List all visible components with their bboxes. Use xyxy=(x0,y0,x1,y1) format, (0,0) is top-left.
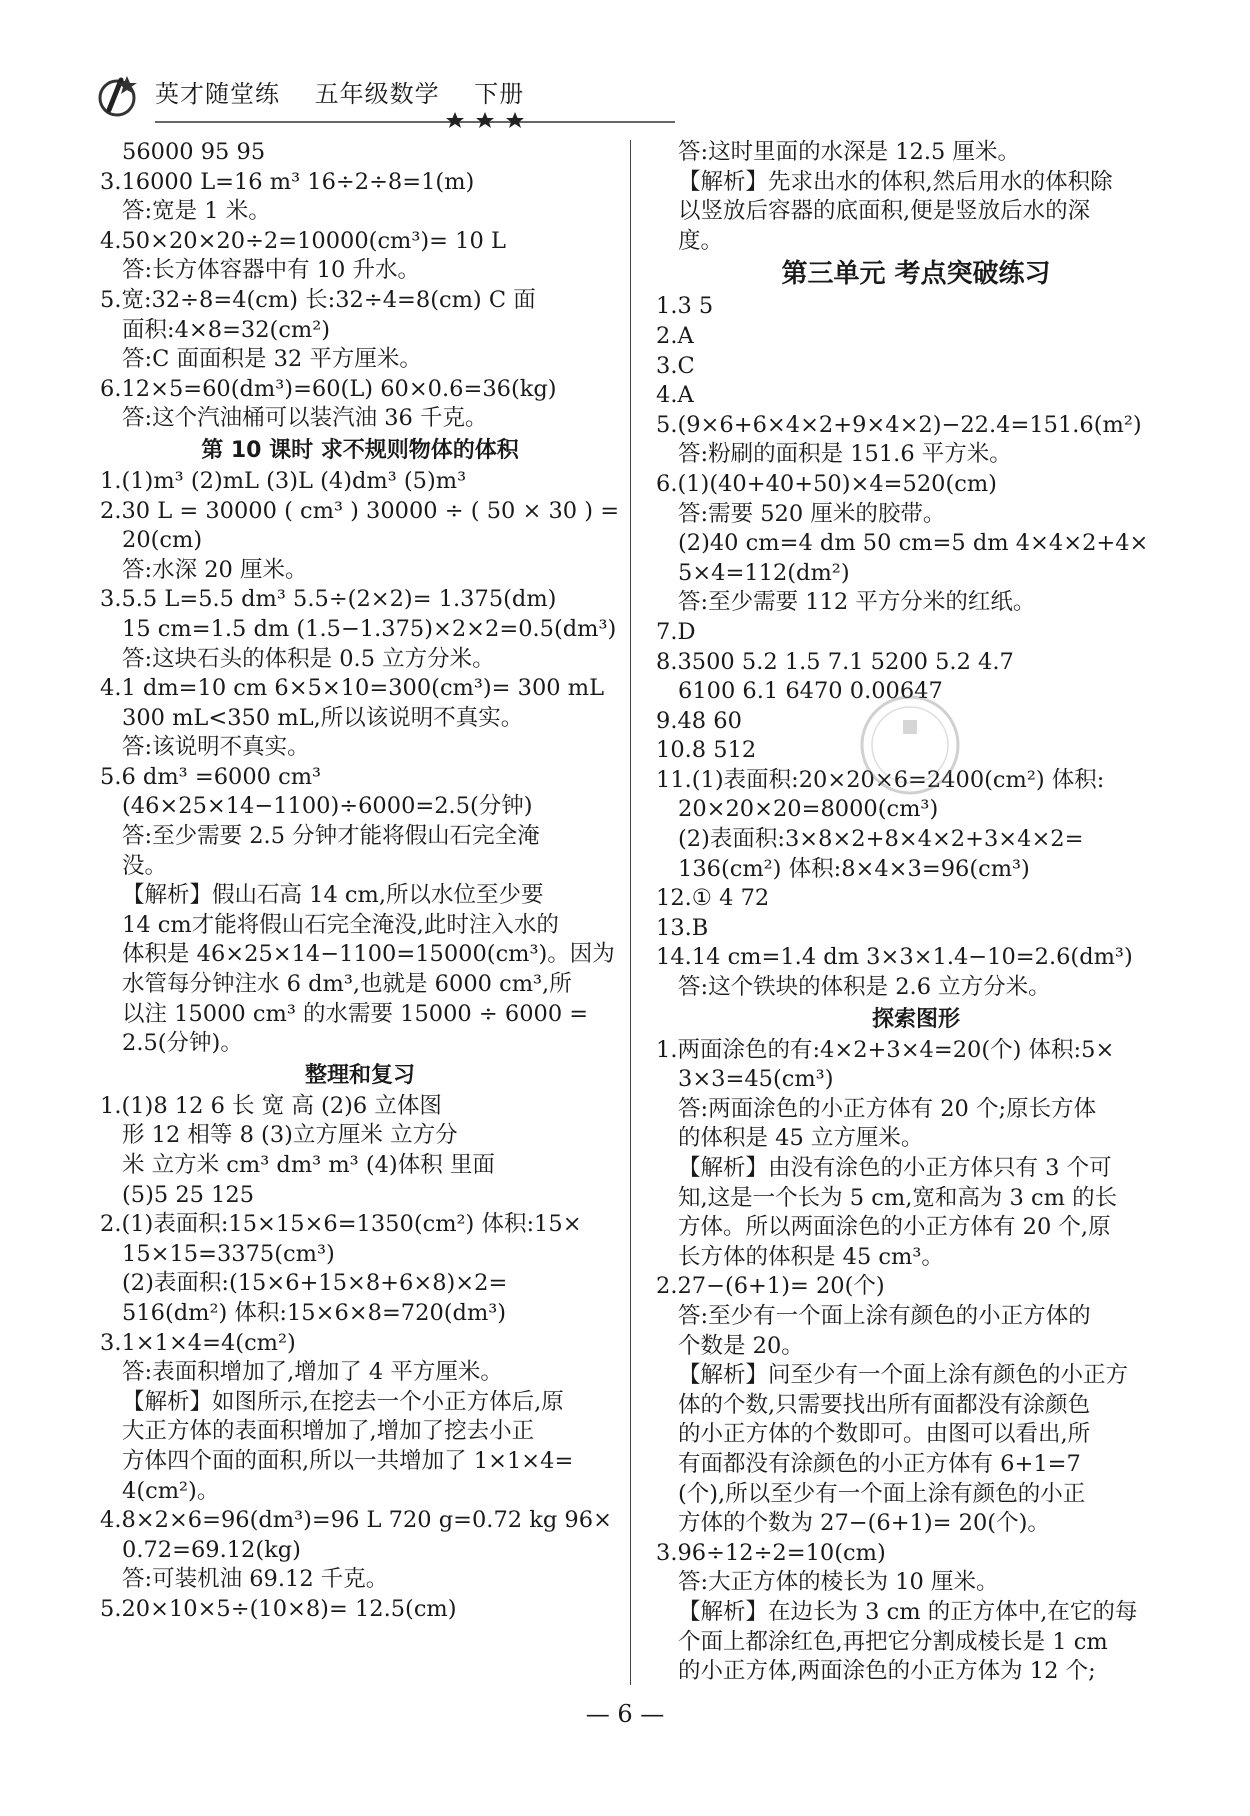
answer-line: 答:粉刷的面积是 151.6 平方米。 xyxy=(678,441,1012,468)
answer-line: 1.(1)8 12 6 长 宽 高 (2)6 立体图 xyxy=(100,1092,442,1119)
answer-line: 方体四个面的面积,所以一共增加了 1×1×4= xyxy=(122,1447,574,1474)
answer-line: 8.3500 5.2 1.5 7.1 5200 5.2 4.7 xyxy=(656,648,1014,675)
answer-line: 【解析】在边长为 3 cm 的正方体中,在它的每 xyxy=(678,1598,1138,1625)
answer-line: 答:这时里面的水深是 12.5 厘米。 xyxy=(678,139,1020,165)
answer-line: 答:这个汽油桶可以装汽油 36 千克。 xyxy=(122,405,488,432)
answer-line: 3.96÷12÷2=10(cm) xyxy=(656,1539,886,1566)
left-column xyxy=(100,138,620,1625)
answer-line: 答:可装机油 69.12 千克。 xyxy=(122,1566,389,1593)
answer-line: 的小正方体,两面涂色的小正方体为 12 个; xyxy=(678,1658,1096,1685)
header-brand: 英才随堂练 xyxy=(155,80,280,108)
answer-line: 2.5(分钟)。 xyxy=(122,1030,243,1057)
answer-line: 答:水深 20 厘米。 xyxy=(122,556,308,583)
answer-line: 6.12×5=60(dm³)=60(L) 60×0.6=36(kg) xyxy=(100,375,557,402)
answer-line: 6100 6.1 6470 0.00647 xyxy=(678,678,943,705)
answer-line: 答:至少需要 112 平方分米的红纸。 xyxy=(678,589,1036,616)
answer-line: 0.72=69.12(kg) xyxy=(122,1536,301,1563)
answer-line: 【解析】由没有涂色的小正方体只有 3 个可 xyxy=(678,1155,1112,1181)
answer-line: 个数是 20。 xyxy=(678,1332,804,1359)
answer-line: 形 12 相等 8 (3)立方厘米 立方分 xyxy=(122,1122,458,1149)
header-title xyxy=(155,74,550,109)
answer-line: 答:需要 520 厘米的胶带。 xyxy=(678,500,946,527)
answer-line: 56000 95 95 xyxy=(122,139,266,165)
section-heading: 第三单元 考点突破练习 xyxy=(781,259,1051,290)
answer-line: 方体。所以两面涂色的小正方体有 20 个,原 xyxy=(678,1214,1111,1241)
section-heading: 整理和复习 xyxy=(304,1062,415,1088)
answer-line: (2)表面积:(15×6+15×8+6×8)×2= xyxy=(122,1270,508,1297)
answer-line: 答:两面涂色的小正方体有 20 个;原长方体 xyxy=(678,1095,1097,1122)
answer-line: 300 mL<350 mL,所以该说明不真实。 xyxy=(122,704,524,731)
answer-line: 答:长方体容器中有 10 升水。 xyxy=(122,257,421,284)
answer-line: (2)40 cm=4 dm 50 cm=5 dm 4×4×2+4× xyxy=(678,530,1149,557)
answer-line: (个),所以至少有一个面上涂有颜色的小正 xyxy=(678,1480,1086,1507)
logo-icon xyxy=(95,70,147,122)
answer-line: 3.5.5 L=5.5 dm³ 5.5÷(2×2)= 1.375(dm) xyxy=(100,586,557,613)
answer-line: 4.8×2×6=96(dm³)=96 L 720 g=0.72 kg 96× xyxy=(100,1507,612,1534)
answer-line: 4.50×20×20÷2=10000(cm³)= 10 L xyxy=(100,227,506,254)
answer-line: 答:大正方体的棱长为 10 厘米。 xyxy=(678,1569,999,1596)
stamp-seal xyxy=(855,690,965,800)
section-heading: 第 10 课时 求不规则物体的体积 xyxy=(201,437,519,463)
answer-line: 15 cm=1.5 dm (1.5−1.375)×2×2=0.5(dm³) xyxy=(122,615,617,642)
answer-line: 答:这个铁块的体积是 2.6 立方分米。 xyxy=(678,974,1051,1001)
answer-line: 7.D xyxy=(656,618,696,645)
answer-line: 答:C 面面积是 32 平方厘米。 xyxy=(122,346,422,373)
answer-line: 答:宽是 1 米。 xyxy=(122,198,271,225)
answer-line: 答:表面积增加了,增加了 4 平方厘米。 xyxy=(122,1359,503,1386)
answer-line: 14 cm才能将假山石完全淹没,此时注入水的 xyxy=(122,911,559,938)
answer-line: 5×4=112(dm²) xyxy=(678,559,850,586)
answer-line: 长方体的体积是 45 cm³。 xyxy=(678,1243,944,1270)
answer-line: 4(cm²)。 xyxy=(122,1477,220,1504)
page-header xyxy=(95,62,1155,132)
answer-line: 没。 xyxy=(122,852,168,879)
answer-line: 136(cm²) 体积:8×4×3=96(cm³) xyxy=(678,855,1030,882)
answer-line: 3.C xyxy=(656,352,695,379)
answer-line: 4.A xyxy=(656,382,694,409)
header-rule-stars xyxy=(155,110,675,128)
answer-line: 10.8 512 xyxy=(656,737,757,764)
answer-line: 9.48 60 xyxy=(656,707,742,734)
answer-line: 1.两面涂色的有:4×2+3×4=20(个) 体积:5× xyxy=(656,1036,1115,1063)
answer-line: 的体积是 45 立方厘米。 xyxy=(678,1125,924,1152)
answer-line: 面积:4×8=32(cm²) xyxy=(122,316,331,343)
answer-line: 14.14 cm=1.4 dm 3×3×1.4−10=2.6(dm³) xyxy=(656,944,1133,971)
answer-line: 5.(9×6+6×4×2+9×4×2)−22.4=151.6(m²) xyxy=(656,411,1142,438)
header-subject: 五年级数学 xyxy=(314,80,440,108)
right-column xyxy=(656,138,1176,1687)
answer-line: 20×20×20=8000(cm³) xyxy=(678,796,939,823)
answer-line: 答:该说明不真实。 xyxy=(122,734,310,761)
answer-line: 5.6 dm³ =6000 cm³ xyxy=(100,763,322,790)
answer-line: 12.① 4 72 xyxy=(656,885,770,912)
answer-line: 4.1 dm=10 cm 6×5×10=300(cm³)= 300 mL xyxy=(100,675,605,702)
answer-line: 5.20×10×5÷(10×8)= 12.5(cm) xyxy=(100,1595,457,1622)
answer-line: 15×15=3375(cm³) xyxy=(122,1240,335,1267)
column-divider xyxy=(630,140,631,1685)
answer-line: (2)表面积:3×8×2+8×4×2+3×4×2= xyxy=(678,826,1084,853)
answer-line: 【解析】问至少有一个面上涂有颜色的小正方 xyxy=(678,1362,1129,1389)
answer-line: 20(cm) xyxy=(122,527,203,554)
answer-line: 答:这块石头的体积是 0.5 立方分米。 xyxy=(122,645,495,672)
answer-line: 2.A xyxy=(656,322,694,349)
answer-line: 【解析】如图所示,在挖去一个小正方体后,原 xyxy=(122,1388,564,1415)
answer-line: 【解析】假山石高 14 cm,所以水位至少要 xyxy=(122,882,544,909)
answer-line: 体积是 46×25×14−1100=15000(cm³)。因为 xyxy=(122,941,615,968)
answer-line: 度。 xyxy=(678,227,724,254)
answer-line: 2.30 L = 30000 ( cm³ ) 30000 ÷ ( 50 × 30 ) = xyxy=(100,497,620,524)
answer-line: 以竖放后容器的底面积,便是竖放后水的深 xyxy=(678,198,1091,225)
answer-line: 答:至少有一个面上涂有颜色的小正方体的 xyxy=(678,1302,1091,1329)
answer-line: 大正方体的表面积增加了,增加了挖去小正 xyxy=(122,1418,535,1445)
answer-line: 2.(1)表面积:15×15×6=1350(cm²) 体积:15× xyxy=(100,1211,582,1238)
answer-line: 3.1×1×4=4(cm²) xyxy=(100,1329,296,1356)
answer-line: 516(dm²) 体积:15×6×8=720(dm³) xyxy=(122,1299,507,1326)
answer-line: 方体的个数为 27−(6+1)= 20(个)。 xyxy=(678,1510,1050,1537)
answer-line: 有面都没有涂颜色的小正方体有 6+1=7 xyxy=(678,1450,1081,1477)
header-volume: 下册 xyxy=(474,80,525,108)
answer-line: 3×3=45(cm³) xyxy=(678,1066,834,1093)
answer-line: 11.(1)表面积:20×20×6=2400(cm²) 体积: xyxy=(656,766,1105,793)
answer-line: (5)5 25 125 xyxy=(122,1181,255,1208)
section-heading: 探索图形 xyxy=(871,1006,960,1032)
answer-line: 水管每分钟注水 6 dm³,也就是 6000 cm³,所 xyxy=(122,971,572,998)
answer-line: 答:至少需要 2.5 分钟才能将假山石完全淹 xyxy=(122,823,540,850)
answer-line: 1.(1)m³ (2)mL (3)L (4)dm³ (5)m³ xyxy=(100,467,467,494)
answer-line: 【解析】先求出水的体积,然后用水的体积除 xyxy=(678,168,1113,195)
answer-line: 5.宽:32÷8=4(cm) 长:32÷4=8(cm) C 面 xyxy=(100,286,536,313)
answer-line: 个面上都涂红色,再把它分割成棱长是 1 cm xyxy=(678,1628,1108,1655)
answer-line: 米 立方米 cm³ dm³ m³ (4)体积 里面 xyxy=(122,1152,495,1178)
answer-line: 体的个数,只需要找出所有面都没有涂颜色 xyxy=(678,1391,1091,1418)
answer-line: 的小正方体的个数即可。由图可以看出,所 xyxy=(678,1421,1091,1448)
answer-line: 2.27−(6+1)= 20(个) xyxy=(656,1273,885,1300)
answer-line: 13.B xyxy=(656,914,709,941)
answer-line: (46×25×14−1100)÷6000=2.5(分钟) xyxy=(122,793,533,820)
page-number: — 6 — xyxy=(585,1700,665,1728)
answer-line: 知,这是一个长为 5 cm,宽和高为 3 cm 的长 xyxy=(678,1184,1118,1211)
answer-line: 1.3 5 xyxy=(656,293,714,320)
answer-line: 以注 15000 cm³ 的水需要 15000 ÷ 6000 = xyxy=(122,1000,589,1027)
answer-line: 3.16000 L=16 m³ 16÷2÷8=1(m) xyxy=(100,168,475,195)
answer-line: 6.(1)(40+40+50)×4=520(cm) xyxy=(656,470,997,497)
